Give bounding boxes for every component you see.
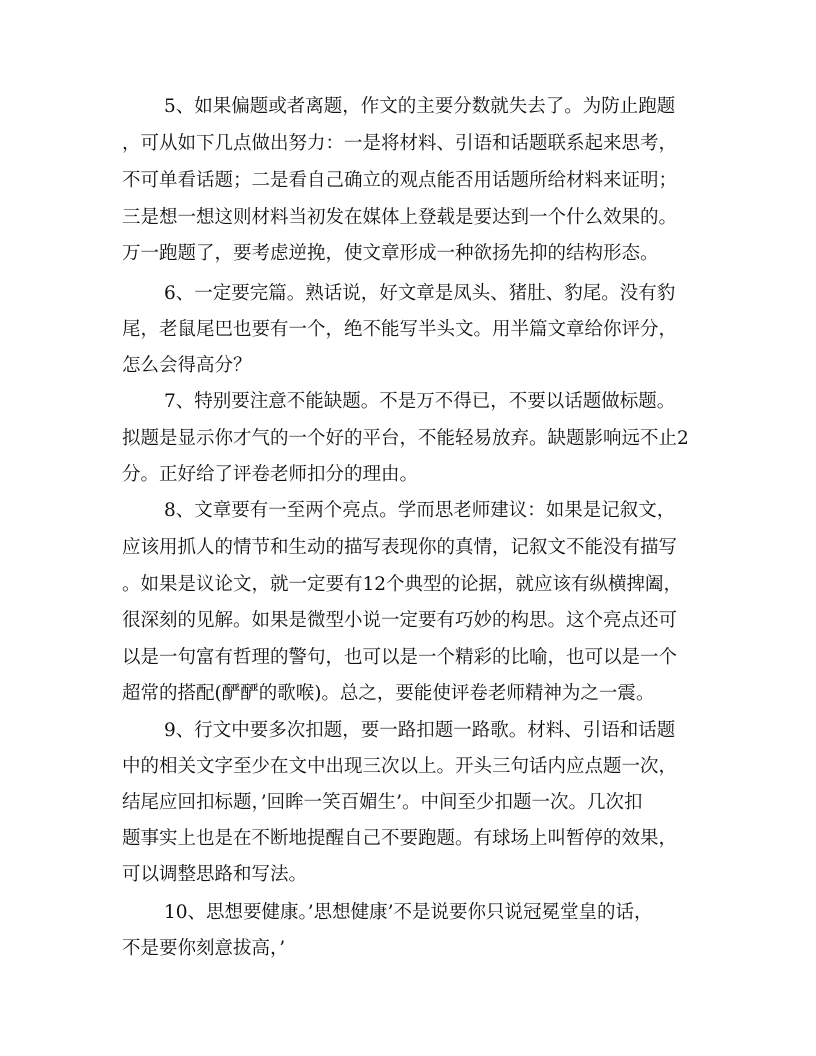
text-line: 结尾应回扣标题，’回眸一笑百媚生’。中间至少扣题一次。几次扣 [122,792,643,813]
text-line: 尾，老鼠尾巴也要有一个，绝不能写半头文。用半篇文章给你评分， [122,319,678,340]
text-line: 5、如果偏题或者离题，作文的主要分数就失去了。为防止跑题 [164,96,676,117]
text-line: ，可从如下几点做出努力：一是将材料、引语和话题联系起来思考， [122,133,678,154]
text-line: 怎么会得高分？ [122,355,252,376]
text-line: 中的相关文字至少在文中出现三次以上。开头三句话内应点题一次， [122,756,678,777]
text-line: 万一跑题了，要考虑逆挽，使文章形成一种欲扬先抑的结构形态。 [122,243,659,264]
text-line: 分。正好给了评卷老师扣分的理由。 [122,464,419,485]
text-line: 10、思想要健康。’思想健康’不是说要你只说冠冕堂皇的话， [164,902,653,923]
text-line: 9、行文中要多次扣题，要一路扣题一路歌。材料、引语和话题 [164,720,676,741]
text-line: 7、特别要注意不能缺题。不是万不得已，不要以话题做标题。 [164,391,676,412]
text-line: 以是一句富有哲理的警句，也可以是一个精彩的比喻，也可以是一个 [122,647,678,668]
text-line: 8、文章要有一至两个亮点。学而思老师建议：如果是记叙文， [164,500,676,521]
text-line: 三是想一想这则材料当初发在媒体上登载是要达到一个什么效果的。 [122,207,678,228]
text-line: 超常的搭配(酽酽的歌喉)。总之，要能使评卷老师精神为之一震。 [122,683,655,704]
text-line: 题事实上也是在不断地提醒自己不要跑题。有球场上叫暂停的效果， [122,828,678,849]
text-line: 不可单看话题；二是看自己确立的观点能否用话题所给材料来证明； [122,170,678,191]
text-line: 应该用抓人的情节和生动的描写表现你的真情，记叙文不能没有描写 [122,537,678,558]
text-line: 可以调整思路和写法。 [122,864,308,885]
text-line: 很深刻的见解。如果是微型小说一定要有巧妙的构思。这个亮点还可 [122,610,678,631]
text-line: 拟题是显示你才气的一个好的平台，不能轻易放弃。缺题影响远不止2 [122,428,689,449]
text-line: 6、一定要完篇。熟话说，好文章是凤头、猪肚、豹尾。没有豹 [164,283,676,304]
text-line: 不是要你刻意拔高，’ [122,938,286,959]
text-line: 。如果是议论文，就一定要有12个典型的论据，就应该有纵横捭阖， [122,574,683,595]
